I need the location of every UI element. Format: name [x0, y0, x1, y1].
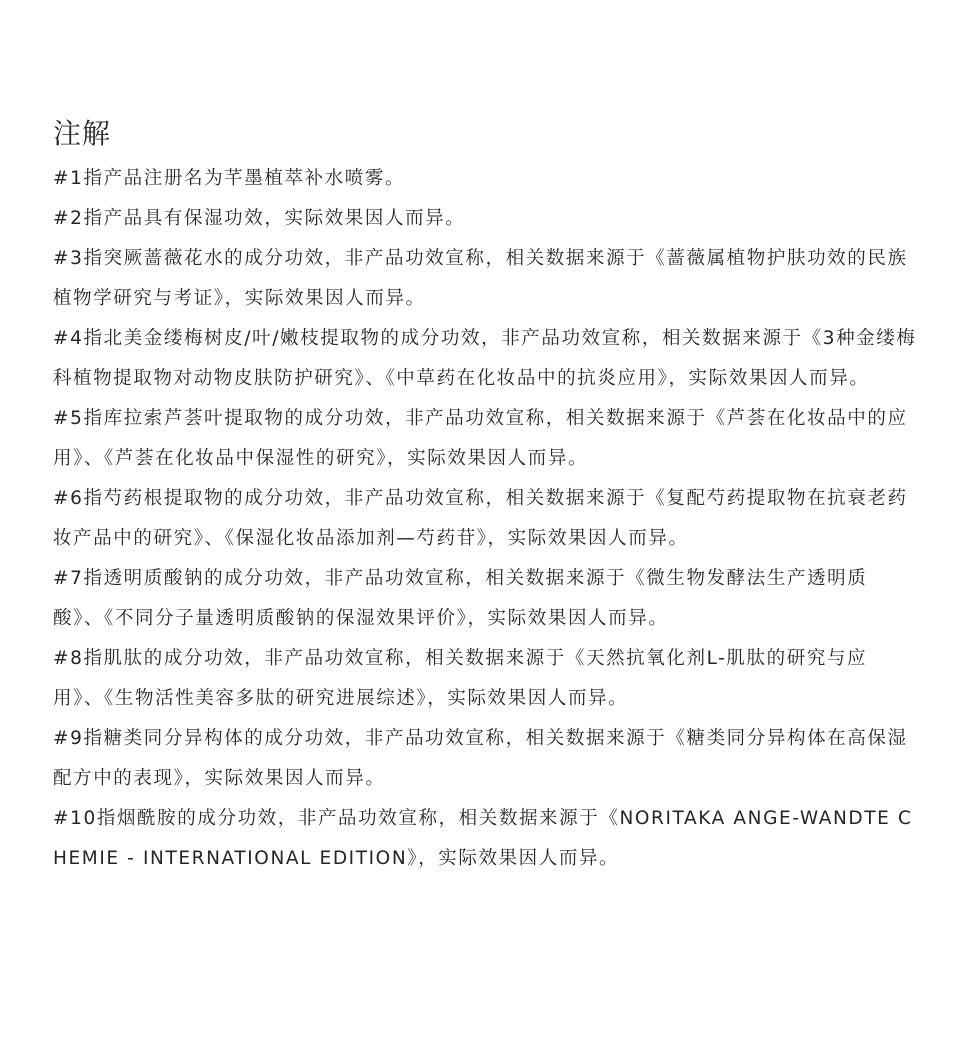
note-item: #8指肌肽的成分功效，非产品功效宣称，相关数据来源于《天然抗氧化剂L-肌肽的研究与应用》、《生物活性美容多肽的研究进展综述》，实际效果因人而异。: [53, 648, 868, 709]
note-item: #10指烟酰胺的成分功效，非产品功效宣称，相关数据来源于《NORITAKA ANGE-WANDTE CHEMIE - INTERNATIONAL EDITION》，实际效果因人而异。: [53, 808, 913, 869]
note-item: #7指透明质酸钠的成分功效，非产品功效宣称，相关数据来源于《微生物发酵法生产透明质酸》、《不同分子量透明质酸钠的保湿效果评价》，实际效果因人而异。: [53, 568, 868, 629]
notes-list: [53, 159, 917, 879]
notes-section: [53, 113, 917, 879]
note-item: #4指北美金缕梅树皮/叶/嫩枝提取物的成分功效，非产品功效宣称，相关数据来源于《3种金缕梅科植物提取物对动物皮肤防护研究》、《中草药在化妆品中的抗炎应用》，实际效果因人而异。: [53, 328, 917, 389]
note-item: #1指产品注册名为芊墨植萃补水喷雾。: [53, 168, 406, 189]
note-item: #2指产品具有保湿功效，实际效果因人而异。: [53, 208, 466, 229]
note-item: #6指芍药根提取物的成分功效，非产品功效宣称，相关数据来源于《复配芍药提取物在抗衰老药妆产品中的研究》、《保湿化妆品添加剂—芍药苷》，实际效果因人而异。: [53, 488, 908, 549]
note-item: #3指突厥蔷薇花水的成分功效，非产品功效宣称，相关数据来源于《蔷薇属植物护肤功效的民族植物学研究与考证》，实际效果因人而异。: [53, 248, 908, 309]
notes-title: 注解: [53, 117, 112, 150]
note-item: #5指库拉索芦荟叶提取物的成分功效，非产品功效宣称，相关数据来源于《芦荟在化妆品中的应用》、《芦荟在化妆品中保湿性的研究》，实际效果因人而异。: [53, 408, 908, 469]
note-item: #9指糖类同分异构体的成分功效，非产品功效宣称，相关数据来源于《糖类同分异构体在高保湿配方中的表现》，实际效果因人而异。: [53, 728, 908, 789]
